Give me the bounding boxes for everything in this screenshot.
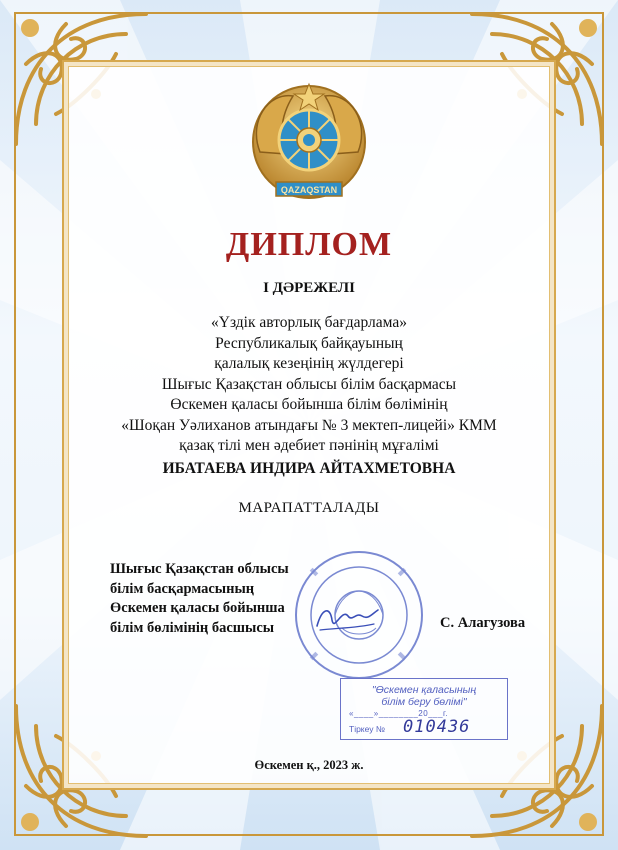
signatory-line: білім бөлімінің басшысы <box>110 619 275 636</box>
diploma-degree: I ДӘРЕЖЕЛІ <box>263 280 355 296</box>
award-line: қазақ тілі мен әдебиет пәнінің мұғалімі <box>179 437 439 454</box>
award-description <box>0 313 618 457</box>
handwritten-signature-icon <box>312 598 382 638</box>
place-date: Өскемен қ., 2023 ж. <box>254 758 364 772</box>
award-line: қалалық кезеңінің жүлдегері <box>214 355 404 372</box>
signatory-title <box>110 560 289 638</box>
emblem-text: QAZAQSTAN <box>280 185 338 195</box>
registration-stamp <box>340 678 508 740</box>
signatory-line: Өскемен қаласы бойынша <box>110 600 285 616</box>
award-line: Республикалық байқауының <box>215 334 403 352</box>
award-line: Шығыс Қазақстан облысы білім басқармасы <box>161 375 457 393</box>
state-emblem-icon <box>238 82 380 214</box>
award-line: «Шоқан Уәлиханов атындағы № 3 мектеп-лицейі» КММ <box>121 416 497 434</box>
signatory-line: Шығыс Қазақстан облысы <box>110 561 289 577</box>
signer-name: С. Алагузова <box>440 615 526 631</box>
stamp-date-line: «____»________20___г. <box>349 709 449 718</box>
signatory-line: білім басқармасының <box>110 580 255 597</box>
awarded-word: МАРАПАТТАЛАДЫ <box>238 500 380 516</box>
stamp-line: "Өскемен қаласының <box>371 684 477 696</box>
stamp-reg-number: 010436 <box>403 717 471 737</box>
diploma-title: ДИПЛОМ <box>225 226 393 263</box>
stamp-line: білім беру бөлімі" <box>381 696 467 708</box>
award-line: Өскемен қаласы бойынша білім бөлімінің <box>170 396 448 413</box>
award-line: «Үздік авторлық бағдарлама» <box>211 314 407 331</box>
stamp-reg-label: Тіркеу № <box>349 724 385 734</box>
awardee-name: ИБАТАЕВА ИНДИРА АЙТАХМЕТОВНА <box>162 460 456 477</box>
